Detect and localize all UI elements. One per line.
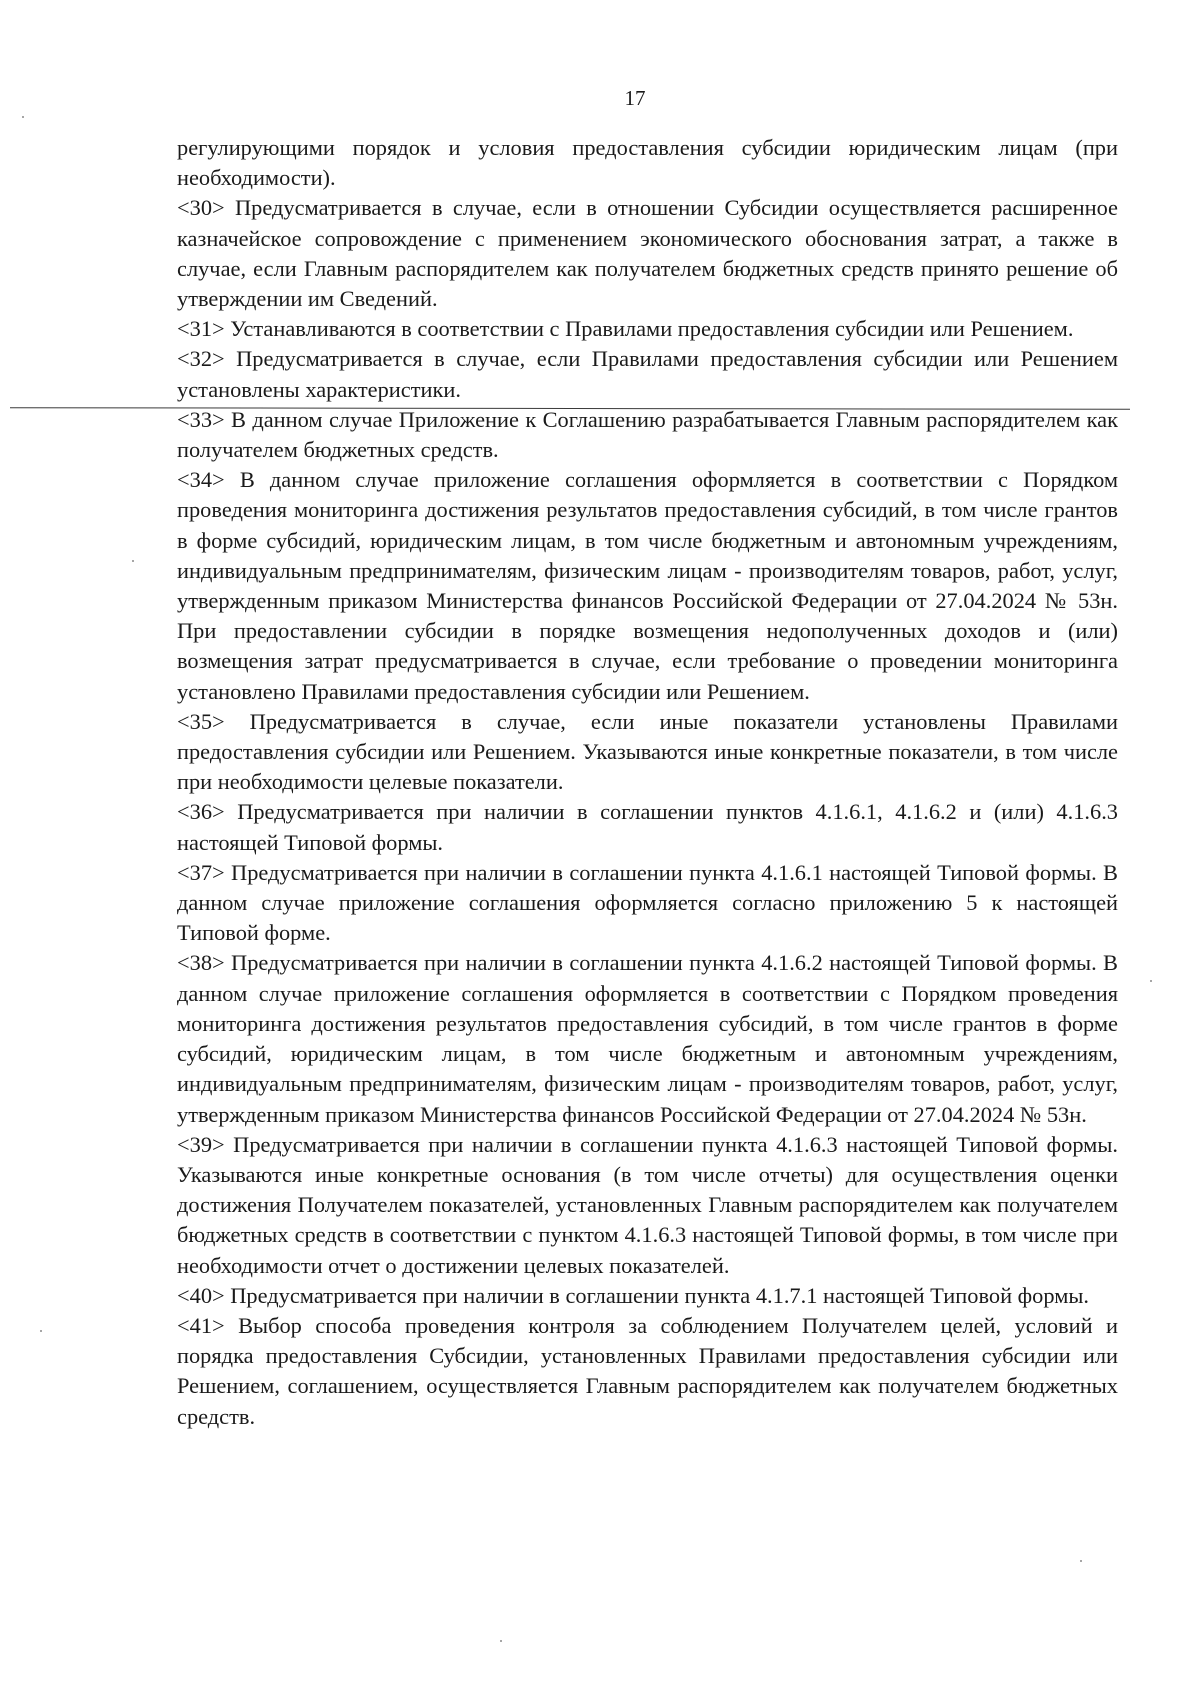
footnote-marker: <37> [177,859,225,885]
footnote-text: Выбор способа проведения контроля за соблюдением Получателем целей, условий и порядка предоставления Субсидии, установленных Правилами предоставления субсидии или Решением, соглашением, осуществляется Главным распорядителем как получателем бюджетных средств. [177,1312,1119,1429]
footnote-32 [177,344,1118,404]
footnote-36 [177,797,1118,857]
footnote-text: Предусматривается при наличии в соглашении пункта 4.1.6.2 настоящей Типовой формы. В данном случае приложение соглашения оформляется в соответствии с Порядком проведения мониторинга достижения результатов предоставления субсидий, в том числе грантов в форме субсидий, юридическим лицам, в том числе бюджетным и автономным учреждениям, индивидуальным предпринимателям, физическим лицам - производителям товаров, работ, услуг, утвержденным приказом Министерства финансов Российской Федерации от 27.04.2024 № 53н. [177,950,1118,1127]
scan-speck [132,560,134,562]
footnote-39 [177,1130,1118,1281]
footnote-marker: <35> [177,708,225,734]
footnote-text: Предусматривается в случае, если иные показатели установлены Правилами предоставления субсидии или Решением. Указываются иные конкретные показатели, в том числе при необходимости целевые показатели. [177,708,1118,795]
footnote-text: Предусматривается при наличии в соглашении пункта 4.1.6.3 настоящей Типовой формы. Указываются иные конкретные основания (в том числе отчеты) для осуществления оценки достижения Получателем показателей, установленных Главным распорядителем как получателем бюджетных средств в соответствии с пунктом 4.1.6.3 настоящей Типовой формы, в том числе при необходимости отчет о достижении целевых показателей. [177,1131,1118,1278]
page-number: 17 [624,86,646,110]
footnote-31 [177,314,1118,344]
footnote-text: Предусматривается при наличии в соглашении пункта 4.1.7.1 настоящей Типовой формы. [230,1282,1090,1308]
footnote-text: В данном случае приложение соглашения оформляется в соответствии с Порядком проведения мониторинга достижения результатов предоставления субсидий, в том числе грантов в форме субсидий, юридическим лицам, в том числе бюджетным и автономным учреждениям, индивидуальным предпринимателям, физическим лицам - производителям товаров, работ, услуг, утвержденным приказом Министерства финансов Российской Федерации от 27.04.2024 № 53н. При предоставлении субсидии в порядке возмещения недополученных доходов и (или) возмещения затрат предусматривается в случае, если требование о проведении мониторинга установлено Правилами предоставления субсидии или Решением. [177,467,1119,704]
footnote-37 [177,858,1118,949]
scan-speck [1080,1560,1082,1562]
footnote-40 [177,1281,1118,1311]
footnote-marker: <33> [177,406,225,432]
scan-speck [22,116,24,118]
footnote-marker: <36> [177,799,225,825]
footnote-text: Предусматривается при наличии в соглашении пункта 4.1.6.1 настоящей Типовой формы. В данном случае приложение соглашения оформляется согласно приложению 5 к настоящей Типовой форме. [177,859,1118,946]
scan-speck [1150,980,1152,982]
footnote-marker: <41> [177,1312,225,1338]
footnote-text: Предусматривается при наличии в соглашении пунктов 4.1.6.1, 4.1.6.2 и (или) 4.1.6.3 настоящей Типовой формы. [177,799,1118,855]
footnote-30 [177,193,1118,314]
footnote-text: регулирующими порядок и условия предоставления субсидии юридическим лицам (при необходимости). [177,135,1118,191]
footnote-marker: <34> [177,467,225,493]
footnote-marker: <32> [177,346,225,372]
footnote-35 [177,707,1118,798]
scan-speck [40,1330,42,1332]
footnote-text: Устанавливаются в соответствии с Правилами предоставления субсидии или Решением. [230,316,1074,342]
scan-speck [500,1640,502,1642]
footnote-marker: <40> [177,1282,225,1308]
footnotes-body [177,133,1118,1432]
footnote-marker: <38> [177,950,225,976]
footnote-text: В данном случае Приложение к Соглашению разрабатывается Главным распорядителем как получателем бюджетных средств. [177,406,1118,463]
footnote-34 [177,465,1118,707]
footnote-text: Предусматривается в случае, если в отношении Субсидии осуществляется расширенное казначейское сопровождение с применением экономического обоснования затрат, а также в случае, если Главным распорядителем как получателем бюджетных средств принято решение об утверждении им Сведений. [177,195,1118,312]
footnote-38 [177,948,1118,1129]
footnote-marker: <31> [177,316,225,342]
footnote-continuation [177,133,1118,193]
footnote-text: Предусматривается в случае, если Правилами предоставления субсидии или Решением установлены характеристики. [177,346,1118,402]
footnote-33 [177,405,1118,465]
footnote-marker: <39> [177,1131,225,1157]
footnote-marker: <30> [177,195,225,221]
footnote-41 [177,1311,1118,1432]
